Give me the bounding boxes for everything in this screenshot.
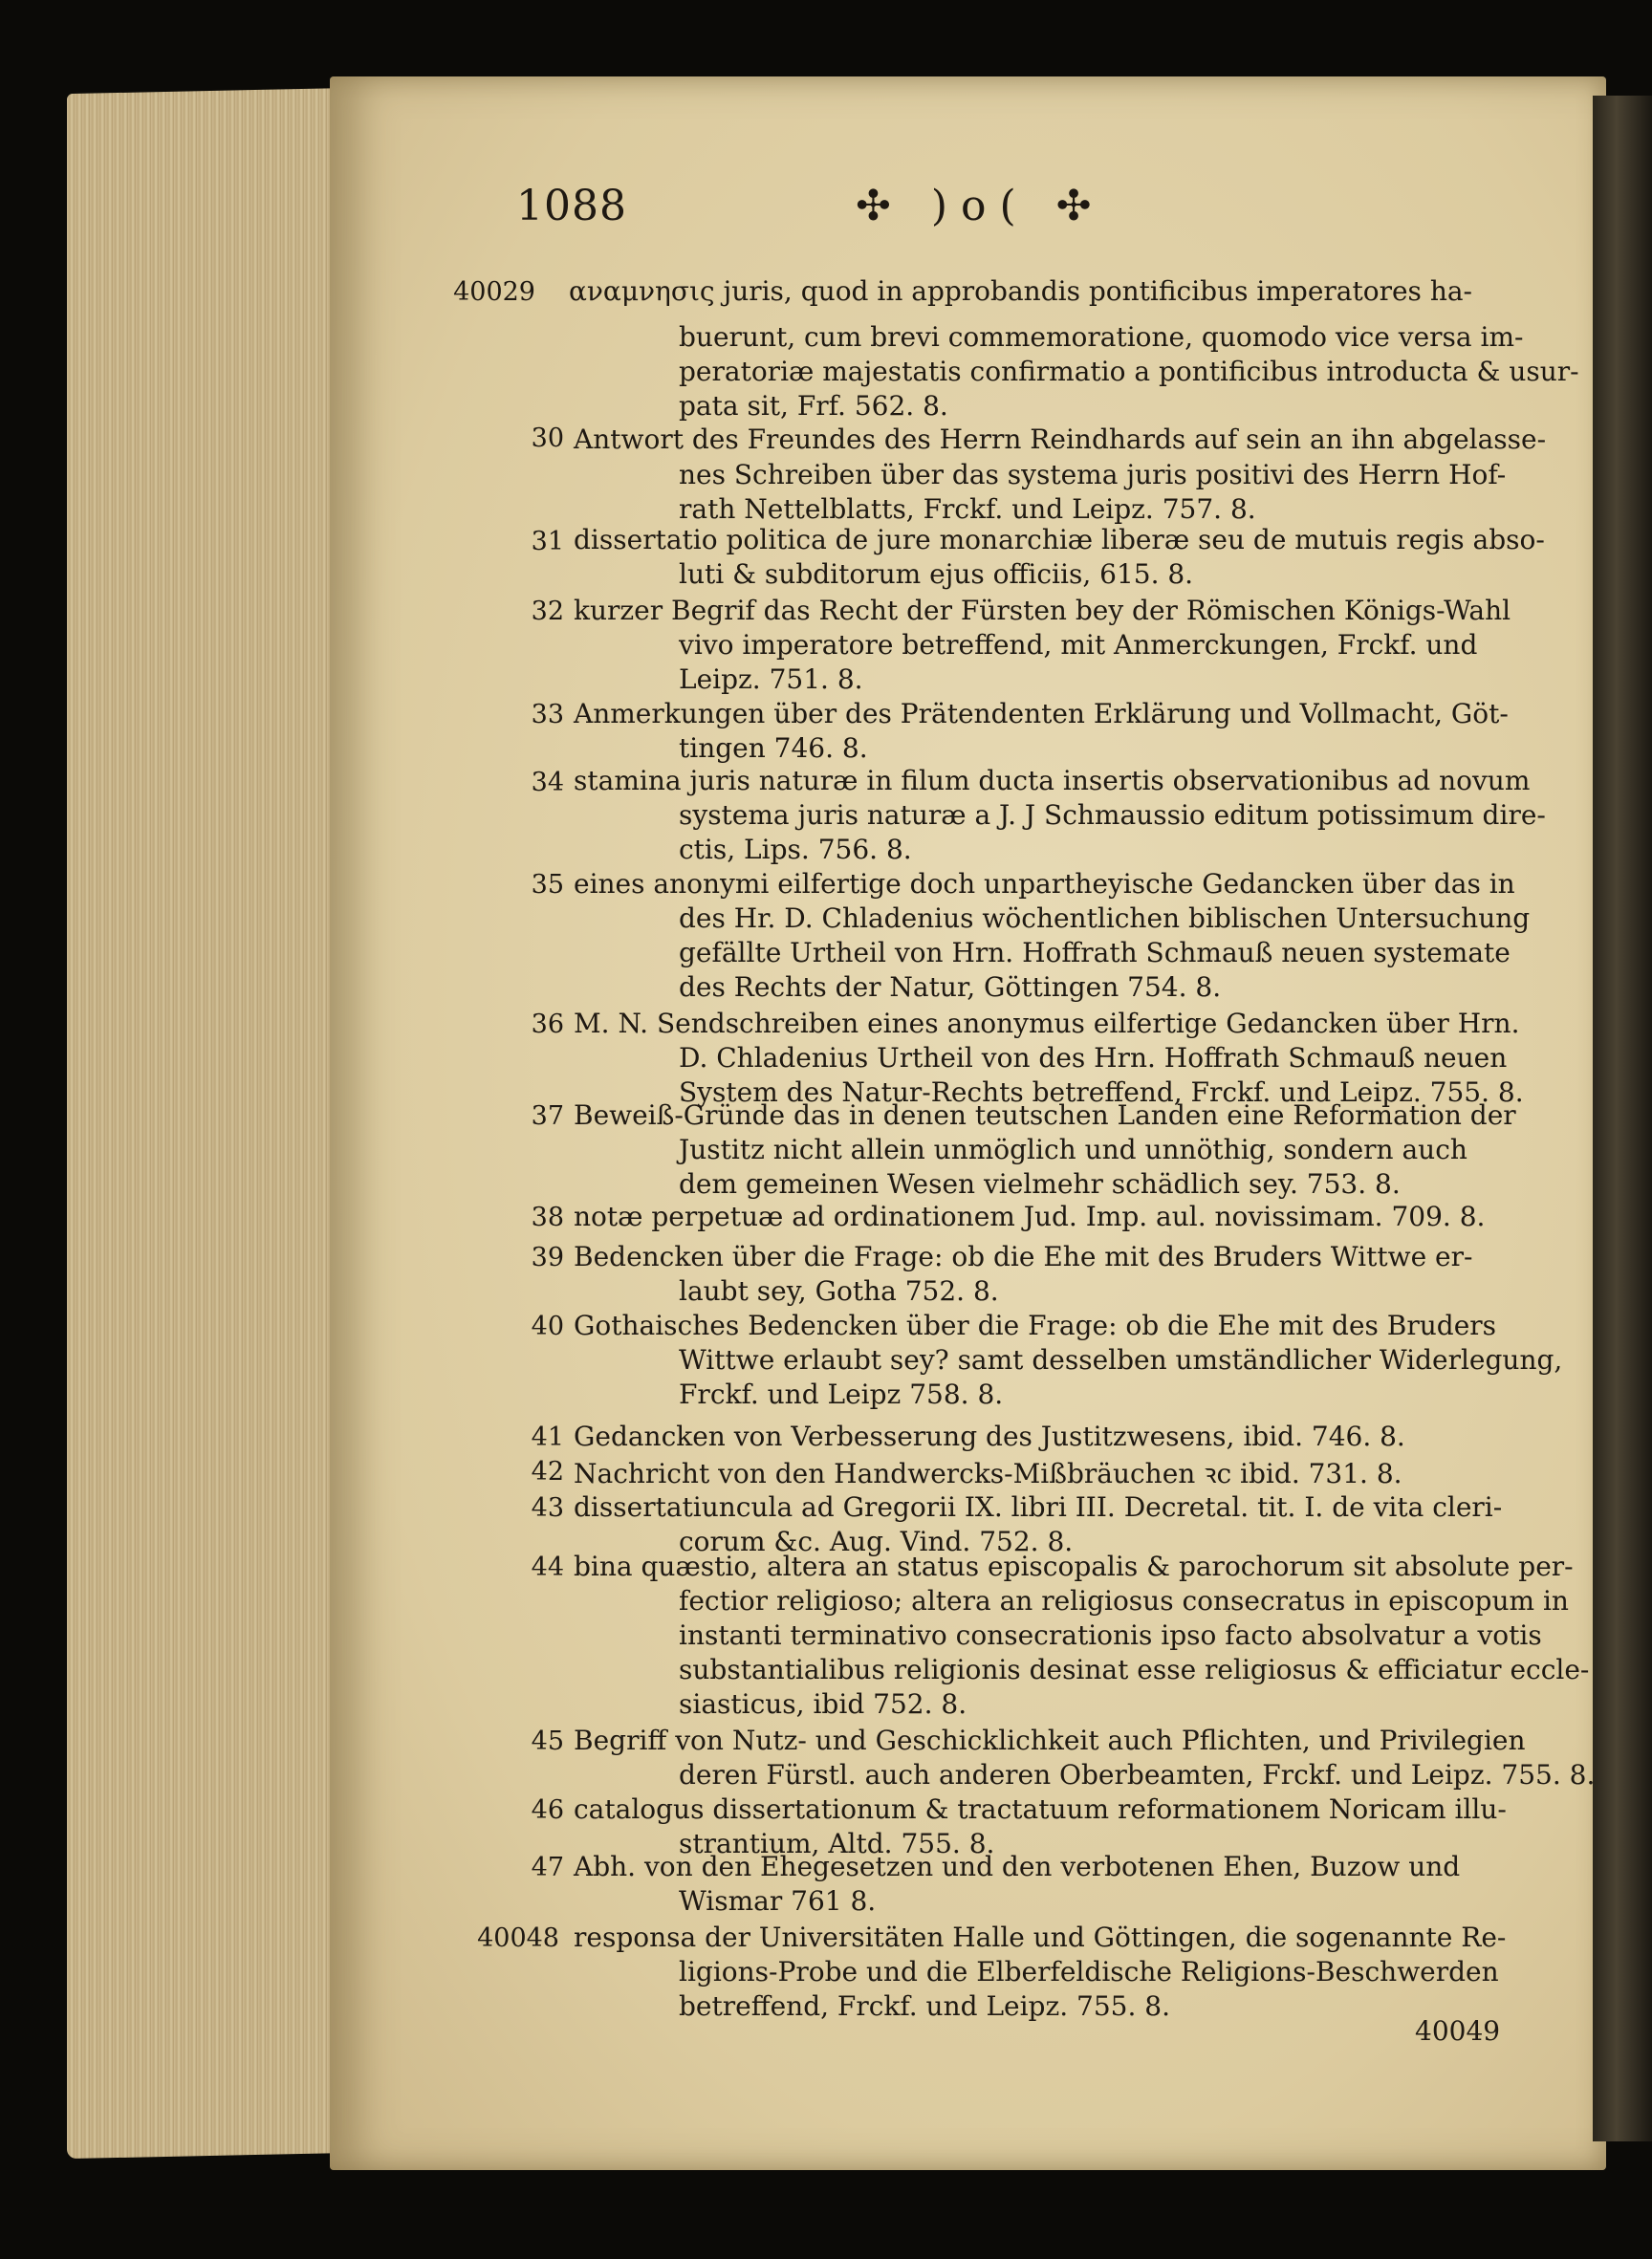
entry-line: Antwort des Freundes des Herrn Reindhards auf sein an ihn abgelasse-: [574, 424, 1547, 455]
entry-line: peratoriæ majestatis confirmatio a pontificibus introducta & usur-: [679, 356, 1579, 387]
entry-line: eines anonymi eilfertige doch unpartheyische Gedancken über das in: [574, 868, 1515, 900]
entry-line: Anmerkungen über des Prätendenten Erklärung und Vollmacht, Göt-: [574, 698, 1509, 729]
entry-line: catalogus dissertationum & tractatuum reformationem Noricam illu-: [574, 1793, 1507, 1825]
entry-line: nes Schreiben über das systema juris positivi des Herrn Hof-: [679, 459, 1507, 490]
entry-line: betreffend, Frckf. und Leipz. 755. 8.: [679, 1990, 1170, 2022]
entry-line: stamina juris naturæ in filum ducta insertis observationibus ad novum: [574, 765, 1531, 796]
entry-line: Bedencken über die Frage: ob die Ehe mit des Bruders Wittwe er-: [574, 1241, 1473, 1272]
entry-line: vivo imperatore betreffend, mit Anmerckungen, Frckf. und: [679, 629, 1478, 661]
entry-line: responsa der Universitäten Halle und Göttingen, die sogenannte Re-: [574, 1922, 1507, 1953]
entry-line: Begriff von Nutz- und Geschicklichkeit auch Pflichten, und Privilegien: [574, 1725, 1526, 1756]
entry-line: pata sit, Frf. 562. 8.: [679, 390, 948, 422]
entry-line: kurzer Begrif das Recht der Fürsten bey der Römischen Königs-Wahl: [574, 595, 1511, 626]
entry-line: corum &c. Aug. Vind. 752. 8.: [679, 1526, 1074, 1557]
entry-line: M. N. Sendschreiben eines anonymus eilfertige Gedancken über Hrn.: [574, 1008, 1520, 1039]
entry-line: D. Chladenius Urtheil von des Hrn. Hoffrath Schmauß neuen: [679, 1042, 1508, 1074]
entry-line: des Hr. D. Chladenius wöchentlichen biblischen Untersuchung: [679, 902, 1531, 934]
entry-line: System des Natur-Rechts betreffend, Frckf. und Leipz. 755. 8.: [679, 1076, 1524, 1108]
entry-number: 36: [531, 1010, 564, 1039]
entry-number: 45: [531, 1727, 564, 1756]
catchword: 40049: [1415, 2015, 1501, 2047]
entry-line: αναμνησις juris, quod in approbandis pontificibus imperatores ha-: [569, 275, 1472, 307]
entry-line: dissertatiuncula ad Gregorii IX. libri III. Decretal. tit. I. de vita cleri-: [574, 1491, 1503, 1523]
entry-line: Abh. von den Ehegesetzen und den verbotenen Ehen, Buzow und: [574, 1851, 1461, 1882]
entry-number: 43: [531, 1493, 564, 1523]
entry-line: fectior religioso; altera an religiosus consecratus in episcopum in: [679, 1585, 1569, 1617]
entry-line: Gedancken von Verbesserung des Justitzwesens, ibid. 746. 8.: [574, 1421, 1405, 1452]
book-binding-right: [1593, 96, 1652, 2141]
entry-number: 38: [531, 1203, 564, 1232]
entry-line: substantialibus religionis desinat esse religiosus & efficiatur eccle-: [679, 1654, 1590, 1685]
page-number: 1088: [516, 182, 627, 230]
entry-line: Gothaisches Bedencken über die Frage: ob die Ehe mit des Bruders: [574, 1310, 1497, 1341]
entry-line: buerunt, cum brevi commemoratione, quomodo vice versa im-: [679, 321, 1524, 353]
entry-line: luti & subditorum ejus officiis, 615. 8.: [679, 558, 1194, 590]
entry-line: Justitz nicht allein unmöglich und unnöthig, sondern auch: [679, 1134, 1467, 1165]
entry-line: siasticus, ibid 752. 8.: [679, 1688, 967, 1720]
entry-number: 46: [531, 1795, 564, 1825]
entry-number: 47: [531, 1853, 564, 1882]
entry-number: 41: [531, 1423, 564, 1452]
entry-number: 42: [531, 1457, 564, 1487]
entry-line: strantium, Altd. 755. 8.: [679, 1828, 995, 1859]
entry-line: ligions-Probe und die Elberfeldische Religions-Beschwerden: [679, 1956, 1499, 1987]
entry-number: 31: [531, 527, 564, 556]
entry-line: deren Fürstl. auch anderen Oberbeamten, Frckf. und Leipz. 755. 8.: [679, 1759, 1596, 1791]
entry-number: 33: [531, 700, 564, 729]
entry-number: 35: [531, 870, 564, 900]
entry-line: tingen 746. 8.: [679, 732, 868, 764]
entry-number: 39: [531, 1243, 564, 1272]
header-ornament: ✣ )o( ✣: [856, 182, 1105, 230]
entry-number: 44: [531, 1553, 564, 1582]
entry-line: dem gemeinen Wesen vielmehr schädlich sey. 753. 8.: [679, 1168, 1401, 1200]
entry-line: Beweiß-Gründe das in denen teutschen Landen eine Reformation der: [574, 1099, 1516, 1131]
entry-number: 40048: [477, 1923, 559, 1953]
entry-number: 34: [531, 768, 564, 797]
entry-line: dissertatio politica de jure monarchiæ liberæ seu de mutuis regis abso-: [574, 524, 1545, 555]
entry-line: Frckf. und Leipz 758. 8.: [679, 1379, 1004, 1410]
entry-number: 40029: [453, 277, 535, 307]
book-page-edges: [67, 88, 354, 2159]
entry-number: 40: [531, 1312, 564, 1341]
entry-line: notæ perpetuæ ad ordinationem Jud. Imp. aul. novissimam. 709. 8.: [574, 1201, 1486, 1232]
entry-line: systema juris naturæ a J. J Schmaussio editum potissimum dire-: [679, 799, 1546, 831]
entry-line: instanti terminativo consecrationis ipso facto absolvatur a votis: [679, 1619, 1542, 1651]
entry-number: 30: [531, 424, 564, 453]
entry-line: ctis, Lips. 756. 8.: [679, 834, 912, 865]
entry-line: Nachricht von den Handwercks-Mißbräuchen ꝛc ibid. 731. 8.: [574, 1458, 1402, 1489]
entry-line: Wismar 761 8.: [679, 1885, 877, 1917]
entry-line: rath Nettelblatts, Frckf. und Leipz. 757. 8.: [679, 493, 1256, 525]
entry-line: bina quæstio, altera an status episcopalis & parochorum sit absolute per-: [574, 1551, 1574, 1582]
entry-line: des Rechts der Natur, Göttingen 754. 8.: [679, 971, 1222, 1003]
entry-line: gefällte Urtheil von Hrn. Hoffrath Schmauß neuen systemate: [679, 937, 1511, 968]
entry-line: Wittwe erlaubt sey? samt desselben umständlicher Widerlegung,: [679, 1344, 1563, 1376]
entry-number: 32: [531, 597, 564, 626]
entry-line: laubt sey, Gotha 752. 8.: [679, 1275, 999, 1307]
entry-number: 37: [531, 1101, 564, 1131]
entry-line: Leipz. 751. 8.: [679, 663, 863, 695]
